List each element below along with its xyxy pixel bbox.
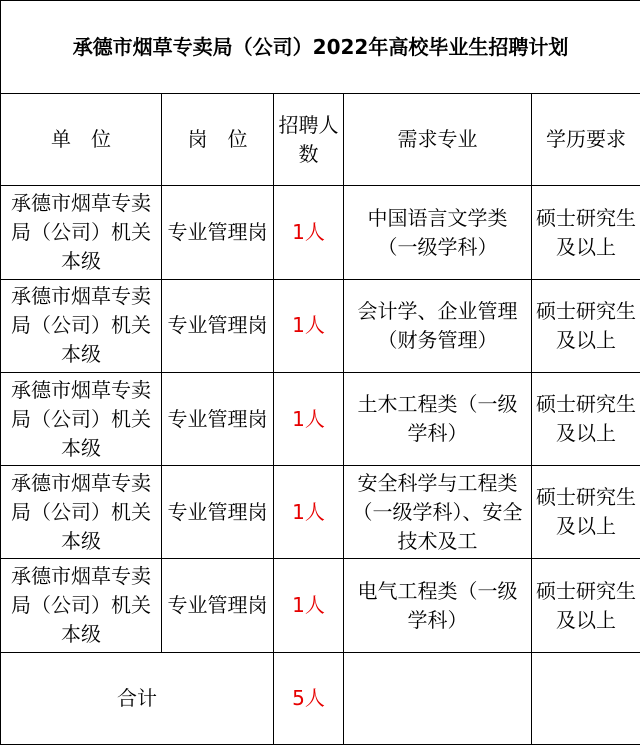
table-row [1,186,640,279]
cell-post: 专业管理岗 [162,372,274,465]
table-row [1,466,640,559]
header-education: 学历要求 [532,94,640,186]
header-post: 岗 位 [162,94,274,186]
total-row [1,652,640,744]
header-major: 需求专业 [344,94,532,186]
cell-education: 硕士研究生及以上 [532,559,640,652]
cell-education: 硕士研究生及以上 [532,466,640,559]
total-empty-education [532,652,640,744]
cell-major: 中国语言文学类（一级学科） [344,186,532,279]
cell-unit: 承德市烟草专卖局（公司）机关本级 [1,559,162,652]
header-unit: 单 位 [1,94,162,186]
table-row [1,279,640,372]
cell-unit: 承德市烟草专卖局（公司）机关本级 [1,372,162,465]
total-label: 合计 [1,652,274,744]
cell-education: 硕士研究生及以上 [532,186,640,279]
total-count: 5人 [274,652,344,744]
table-row [1,559,640,652]
cell-education: 硕士研究生及以上 [532,372,640,465]
table-title: 承德市烟草专卖局（公司）2022年高校毕业生招聘计划 [1,1,640,94]
cell-post: 专业管理岗 [162,466,274,559]
cell-major: 会计学、企业管理（财务管理） [344,279,532,372]
header-row [1,94,640,186]
total-empty-major [344,652,532,744]
cell-major: 电气工程类（一级学科） [344,559,532,652]
cell-count: 1人 [274,372,344,465]
cell-count: 1人 [274,279,344,372]
cell-unit: 承德市烟草专卖局（公司）机关本级 [1,466,162,559]
cell-major: 土木工程类（一级学科） [344,372,532,465]
cell-post: 专业管理岗 [162,559,274,652]
cell-count: 1人 [274,559,344,652]
header-count: 招聘人数 [274,94,344,186]
cell-post: 专业管理岗 [162,279,274,372]
cell-major: 安全科学与工程类（一级学科）、安全技术及工 [344,466,532,559]
cell-unit: 承德市烟草专卖局（公司）机关本级 [1,186,162,279]
cell-post: 专业管理岗 [162,186,274,279]
cell-unit: 承德市烟草专卖局（公司）机关本级 [1,279,162,372]
cell-education: 硕士研究生及以上 [532,279,640,372]
table-row [1,372,640,465]
cell-count: 1人 [274,466,344,559]
cell-count: 1人 [274,186,344,279]
